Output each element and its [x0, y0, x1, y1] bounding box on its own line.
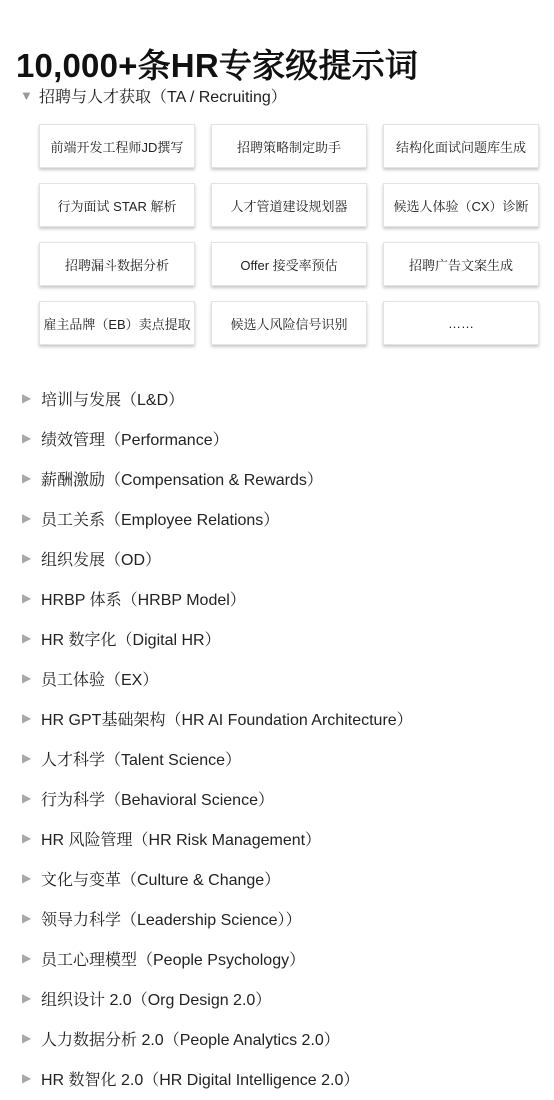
section-recruiting-label: 招聘与人才获取（TA / Recruiting） — [39, 88, 287, 106]
category-item[interactable] — [22, 418, 413, 458]
section-recruiting-toggle[interactable] — [20, 84, 287, 106]
category-item[interactable] — [22, 858, 413, 898]
prompt-card[interactable]: 招聘策略制定助手 — [211, 124, 367, 168]
triangle-right-icon: ▶ — [22, 511, 32, 525]
category-item[interactable] — [22, 458, 413, 498]
prompt-card[interactable]: 候选人体验（CX）诊断 — [383, 183, 539, 227]
category-label: 员工关系（Employee Relations） — [41, 511, 280, 529]
category-item[interactable] — [22, 1058, 413, 1098]
more-card[interactable]: …… — [383, 301, 539, 345]
category-item[interactable] — [22, 378, 413, 418]
category-item[interactable] — [22, 578, 413, 618]
prompt-card[interactable]: 招聘广告文案生成 — [383, 242, 539, 286]
category-item[interactable] — [22, 658, 413, 698]
triangle-right-icon: ▶ — [22, 951, 32, 965]
category-label: 人力数据分析 2.0（People Analytics 2.0） — [41, 1031, 340, 1049]
triangle-right-icon: ▶ — [22, 471, 32, 485]
category-item[interactable] — [22, 698, 413, 738]
category-label: 薪酬激励（Compensation & Rewards） — [41, 471, 323, 489]
triangle-right-icon: ▶ — [22, 551, 32, 565]
prompt-card[interactable]: 招聘漏斗数据分析 — [39, 242, 195, 286]
triangle-right-icon: ▶ — [22, 1031, 32, 1045]
triangle-right-icon: ▶ — [22, 751, 32, 765]
prompt-card-grid — [39, 124, 539, 345]
category-label: 培训与发展（L&D） — [41, 391, 185, 409]
category-label: 人才科学（Talent Science） — [41, 751, 242, 769]
category-label: 领导力科学（Leadership Science）） — [41, 911, 302, 929]
category-item[interactable] — [22, 738, 413, 778]
category-label: 组织发展（OD） — [41, 551, 162, 569]
category-item[interactable] — [22, 498, 413, 538]
triangle-right-icon: ▶ — [22, 831, 32, 845]
category-item[interactable] — [22, 898, 413, 938]
category-label: 绩效管理（Performance） — [41, 431, 229, 449]
page-title: 10,000+条HR专家级提示词 — [16, 47, 419, 85]
triangle-right-icon: ▶ — [22, 631, 32, 645]
triangle-right-icon: ▶ — [22, 911, 32, 925]
triangle-right-icon: ▶ — [22, 711, 32, 725]
triangle-right-icon: ▶ — [22, 1071, 32, 1085]
category-label: 行为科学（Behavioral Science） — [41, 791, 274, 809]
category-item[interactable] — [22, 938, 413, 978]
triangle-right-icon: ▶ — [22, 391, 32, 405]
category-item[interactable] — [22, 818, 413, 858]
prompt-card[interactable]: 行为面试 STAR 解析 — [39, 183, 195, 227]
category-label: HR 风险管理（HR Risk Management） — [41, 831, 322, 849]
category-label: 员工心理模型（People Psychology） — [41, 951, 306, 969]
category-label: 组织设计 2.0（Org Design 2.0） — [41, 991, 272, 1009]
triangle-right-icon: ▶ — [22, 791, 32, 805]
triangle-right-icon: ▶ — [22, 871, 32, 885]
prompt-card[interactable]: Offer 接受率预估 — [211, 242, 367, 286]
prompt-card[interactable]: 雇主品牌（EB）卖点提取 — [39, 301, 195, 345]
prompt-card[interactable]: 前端开发工程师JD撰写 — [39, 124, 195, 168]
triangle-right-icon: ▶ — [22, 991, 32, 1005]
triangle-down-icon: ▼ — [20, 87, 33, 103]
category-item[interactable] — [22, 778, 413, 818]
category-item[interactable] — [22, 978, 413, 1018]
category-label: HRBP 体系（HRBP Model） — [41, 591, 246, 609]
category-item[interactable] — [22, 1018, 413, 1058]
prompt-card[interactable]: 候选人风险信号识别 — [211, 301, 367, 345]
category-label: HR GPT基础架构（HR AI Foundation Architecture） — [41, 711, 413, 729]
category-item[interactable] — [22, 618, 413, 658]
category-label: HR 数智化 2.0（HR Digital Intelligence 2.0） — [41, 1071, 360, 1089]
triangle-right-icon: ▶ — [22, 591, 32, 605]
category-label: HR 数字化（Digital HR） — [41, 631, 221, 649]
category-label: 文化与变革（Culture & Change） — [41, 871, 281, 889]
prompt-card[interactable]: 人才管道建设规划器 — [211, 183, 367, 227]
prompt-card[interactable]: 结构化面试问题库生成 — [383, 124, 539, 168]
triangle-right-icon: ▶ — [22, 671, 32, 685]
category-item[interactable] — [22, 538, 413, 578]
category-list — [22, 378, 413, 1098]
triangle-right-icon: ▶ — [22, 431, 32, 445]
category-label: 员工体验（EX） — [41, 671, 159, 689]
